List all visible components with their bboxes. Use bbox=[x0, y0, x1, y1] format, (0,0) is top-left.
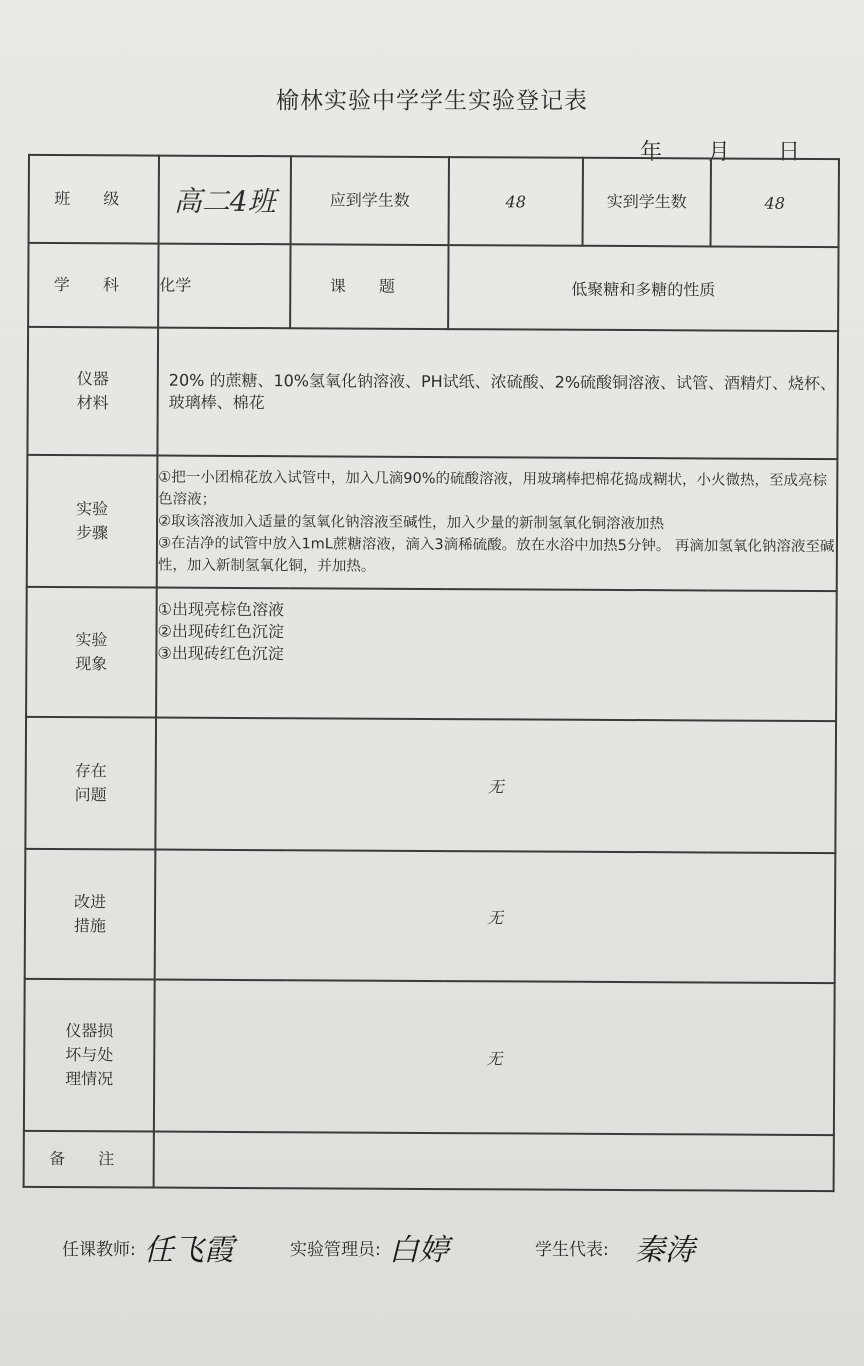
remarks-label: 备 注 bbox=[24, 1131, 154, 1188]
steps-label-line2: 步骤 bbox=[75, 523, 109, 543]
improvements-value[interactable]: 无 bbox=[155, 850, 836, 984]
problems-label bbox=[25, 717, 156, 850]
admin-label: 实验管理员: bbox=[290, 1239, 381, 1260]
steps-label bbox=[27, 455, 158, 588]
admin-signature bbox=[290, 1212, 449, 1282]
damage-label-line1: 仪器损 bbox=[65, 1021, 114, 1041]
actual-count-value[interactable]: 48 bbox=[711, 158, 839, 247]
phenomena-label bbox=[26, 587, 157, 718]
row-problems bbox=[25, 717, 836, 853]
phenomena-content[interactable] bbox=[156, 588, 837, 722]
teacher-name[interactable]: 任飞霞 bbox=[143, 1233, 234, 1268]
problems-value[interactable]: 无 bbox=[155, 718, 836, 854]
expected-count-label: 应到学生数 bbox=[291, 156, 449, 245]
phenomenon-line: ③出现砖红色沉淀 bbox=[157, 643, 284, 664]
step-line: ③在洁净的试管中放入1mL蔗糖溶液，滴入3滴稀硫酸。放在水浴中加热5分钟。 再滴加氢氧化钠溶液至碱性，加入新制氢氧化铜，并加热。 bbox=[157, 535, 835, 575]
damage-label bbox=[24, 979, 155, 1132]
teacher-signature bbox=[62, 1212, 234, 1282]
subject-label: 学 科 bbox=[28, 243, 158, 328]
row-subject bbox=[28, 243, 838, 331]
topic-label: 课 题 bbox=[290, 244, 448, 329]
instruments-label bbox=[27, 327, 158, 456]
steps-content[interactable] bbox=[157, 456, 838, 592]
damage-value[interactable]: 无 bbox=[154, 980, 835, 1136]
row-improvements bbox=[25, 849, 836, 983]
row-phenomena bbox=[26, 587, 837, 721]
damage-label-line3: 理情况 bbox=[65, 1069, 114, 1089]
student-label: 学生代表: bbox=[535, 1239, 609, 1260]
subject-value[interactable]: 化学 bbox=[158, 244, 290, 329]
phenomena-label-line2: 现象 bbox=[75, 654, 108, 674]
instruments-label-line2: 材料 bbox=[76, 393, 109, 413]
row-class bbox=[29, 155, 839, 247]
row-damage bbox=[24, 979, 835, 1135]
registration-table bbox=[23, 154, 840, 1192]
step-line: ②取该溶液加入适量的氢氧化钠溶液至碱性，加入少量的新制氢氧化铜溶液加热 bbox=[158, 513, 665, 533]
remarks-value[interactable] bbox=[154, 1132, 834, 1192]
instruments-content[interactable]: 20% 的蔗糖、10%氢氧化钠溶液、PH试纸、浓硫酸、2%硫酸铜溶液、试管、酒精灯、烧杯、玻璃棒、棉花 bbox=[157, 328, 838, 460]
actual-count-label: 实到学生数 bbox=[583, 158, 711, 247]
row-remarks bbox=[24, 1131, 834, 1191]
class-value[interactable]: 高二4班 bbox=[159, 156, 291, 245]
student-signature bbox=[535, 1212, 695, 1282]
form-title: 榆林实验中学学生实验登记表 bbox=[276, 88, 588, 114]
topic-value[interactable]: 低聚糖和多糖的性质 bbox=[448, 245, 838, 331]
date-day: 日 bbox=[778, 140, 801, 165]
improvements-label-line1: 改进 bbox=[74, 892, 107, 912]
instruments-label-line1: 仪器 bbox=[76, 369, 109, 389]
teacher-label: 任课教师: bbox=[62, 1239, 136, 1260]
admin-name[interactable]: 白婷 bbox=[388, 1233, 449, 1268]
steps-label-line1: 实验 bbox=[76, 499, 109, 519]
phenomena-label-line1: 实验 bbox=[75, 630, 108, 650]
phenomenon-line: ②出现砖红色沉淀 bbox=[157, 621, 284, 642]
date-month: 月 bbox=[708, 140, 731, 165]
row-steps bbox=[27, 455, 838, 591]
problems-label-line2: 问题 bbox=[74, 785, 107, 805]
step-line: ①把一小团棉花放入试管中，加入几滴90%的硫酸溶液，用玻璃棒把棉花捣成糊状，小火微热，至成亮棕色溶液； bbox=[158, 469, 828, 508]
class-label: 班 级 bbox=[29, 155, 159, 244]
improvements-label bbox=[25, 849, 156, 980]
problems-label-line1: 存在 bbox=[74, 761, 107, 781]
expected-count-value[interactable]: 48 bbox=[449, 157, 583, 246]
date-year: 年 bbox=[640, 140, 663, 165]
phenomenon-line: ①出现亮棕色溶液 bbox=[157, 599, 285, 620]
row-instruments bbox=[27, 327, 838, 459]
improvements-label-line2: 措施 bbox=[73, 916, 107, 936]
student-name[interactable]: 秦涛 bbox=[634, 1233, 695, 1268]
damage-label-line2: 坏与处 bbox=[65, 1045, 114, 1065]
